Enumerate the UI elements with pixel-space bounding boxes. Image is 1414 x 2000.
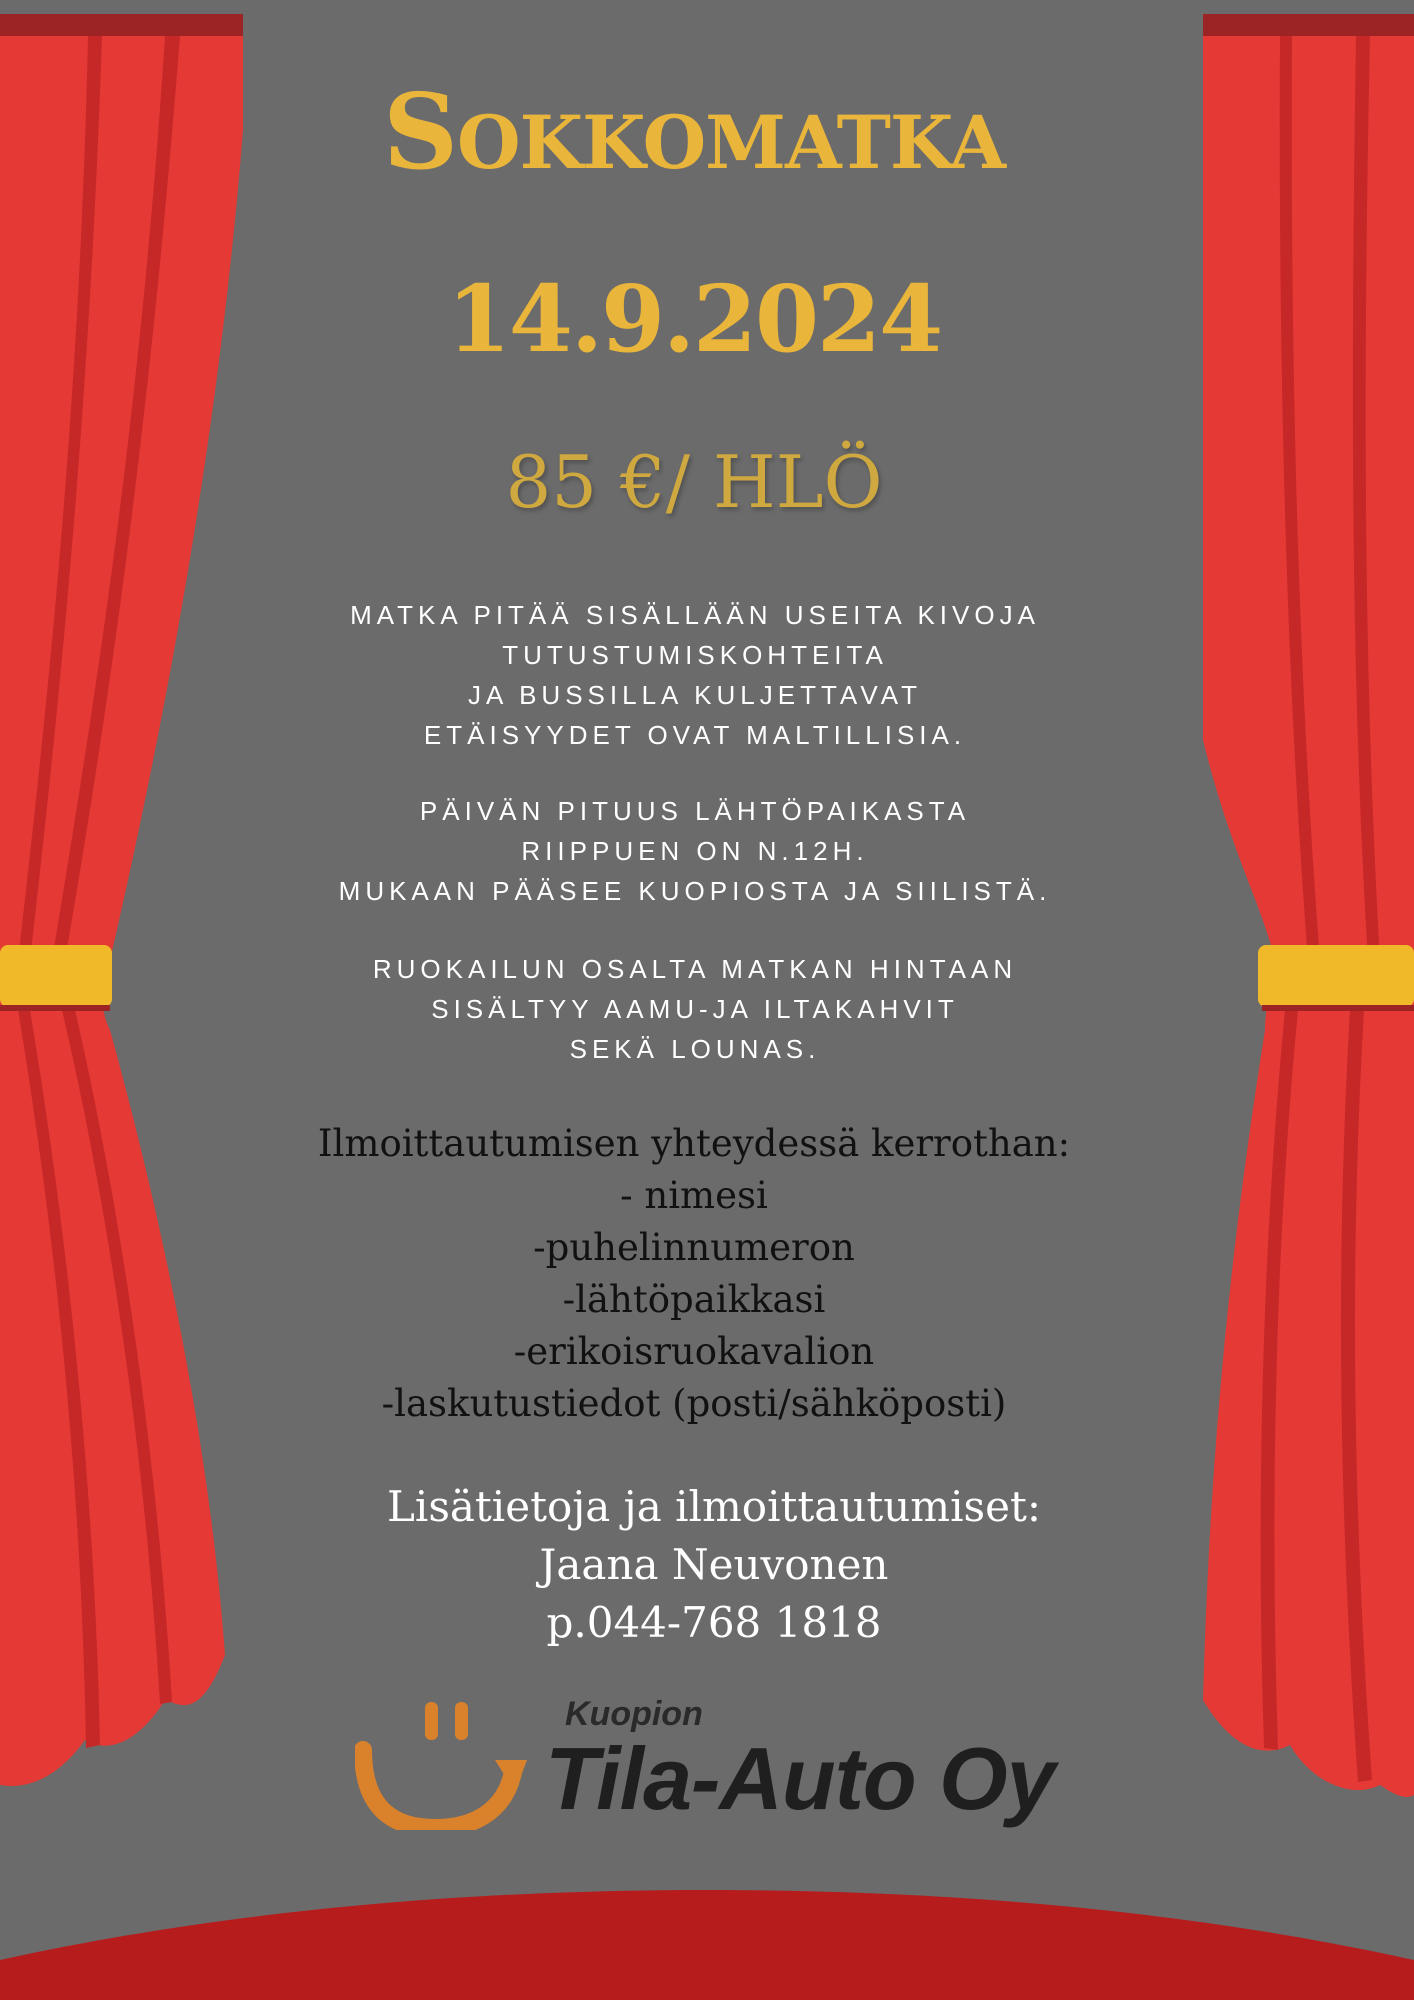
price-per-person: 85 €/ HLÖ (505, 440, 883, 524)
contact-phone: p.044-768 1818 (546, 1598, 882, 1647)
info-line: SISÄLTYY AAMU-JA ILTAKAHVIT (431, 994, 959, 1024)
info-line: PÄIVÄN PITUUS LÄHTÖPAIKASTA (419, 796, 971, 826)
event-date: 14.9.2024 (446, 265, 942, 373)
info-line: JA BUSSILLA KULJETTAVAT (467, 680, 923, 710)
registration-item: -lähtöpaikkasi (562, 1278, 826, 1321)
info-block-meals (0, 949, 1390, 1069)
contact-name: Jaana Neuvonen (539, 1540, 889, 1589)
registration-heading: Ilmoittautumisen yhteydessä kerrothan: (317, 1122, 1071, 1165)
info-line: ETÄISYYDET OVAT MALTILLISIA. (423, 720, 967, 750)
registration-item: - nimesi (620, 1174, 768, 1217)
stage-floor (0, 1890, 1414, 2000)
info-block-trip (0, 595, 1390, 755)
contact-heading: Lisätietoja ja ilmoittautumiset: (387, 1482, 1041, 1531)
info-line: RIIPPUEN ON N.12H. (521, 836, 869, 866)
info-line: MATKA PITÄÄ SISÄLLÄÄN USEITA KIVOJA (350, 600, 1040, 630)
poster-title: Sokkomatka (382, 70, 1006, 193)
info-line: RUOKAILUN OSALTA MATKAN HINTAAN (372, 954, 1018, 984)
smiley-icon (355, 1700, 535, 1830)
logo-text-large: Tila-Auto Oy (545, 1729, 1055, 1828)
info-line: SEKÄ LOUNAS. (569, 1034, 821, 1064)
info-block-duration (0, 791, 1390, 911)
registration-item: -laskutustiedot (posti/sähköposti) (381, 1382, 1007, 1425)
registration-info (0, 1118, 1388, 1430)
info-line: MUKAAN PÄÄSEE KUOPIOSTA JA SIILISTÄ. (338, 876, 1052, 906)
registration-item: -erikoisruokavalion (513, 1330, 875, 1373)
company-logo (355, 1690, 1055, 1840)
contact-info (20, 1478, 1408, 1652)
registration-item: -puhelinnumeron (533, 1226, 855, 1269)
logo-text-small: Kuopion (565, 1695, 703, 1733)
info-line: TUTUSTUMISKOHTEITA (502, 640, 888, 670)
